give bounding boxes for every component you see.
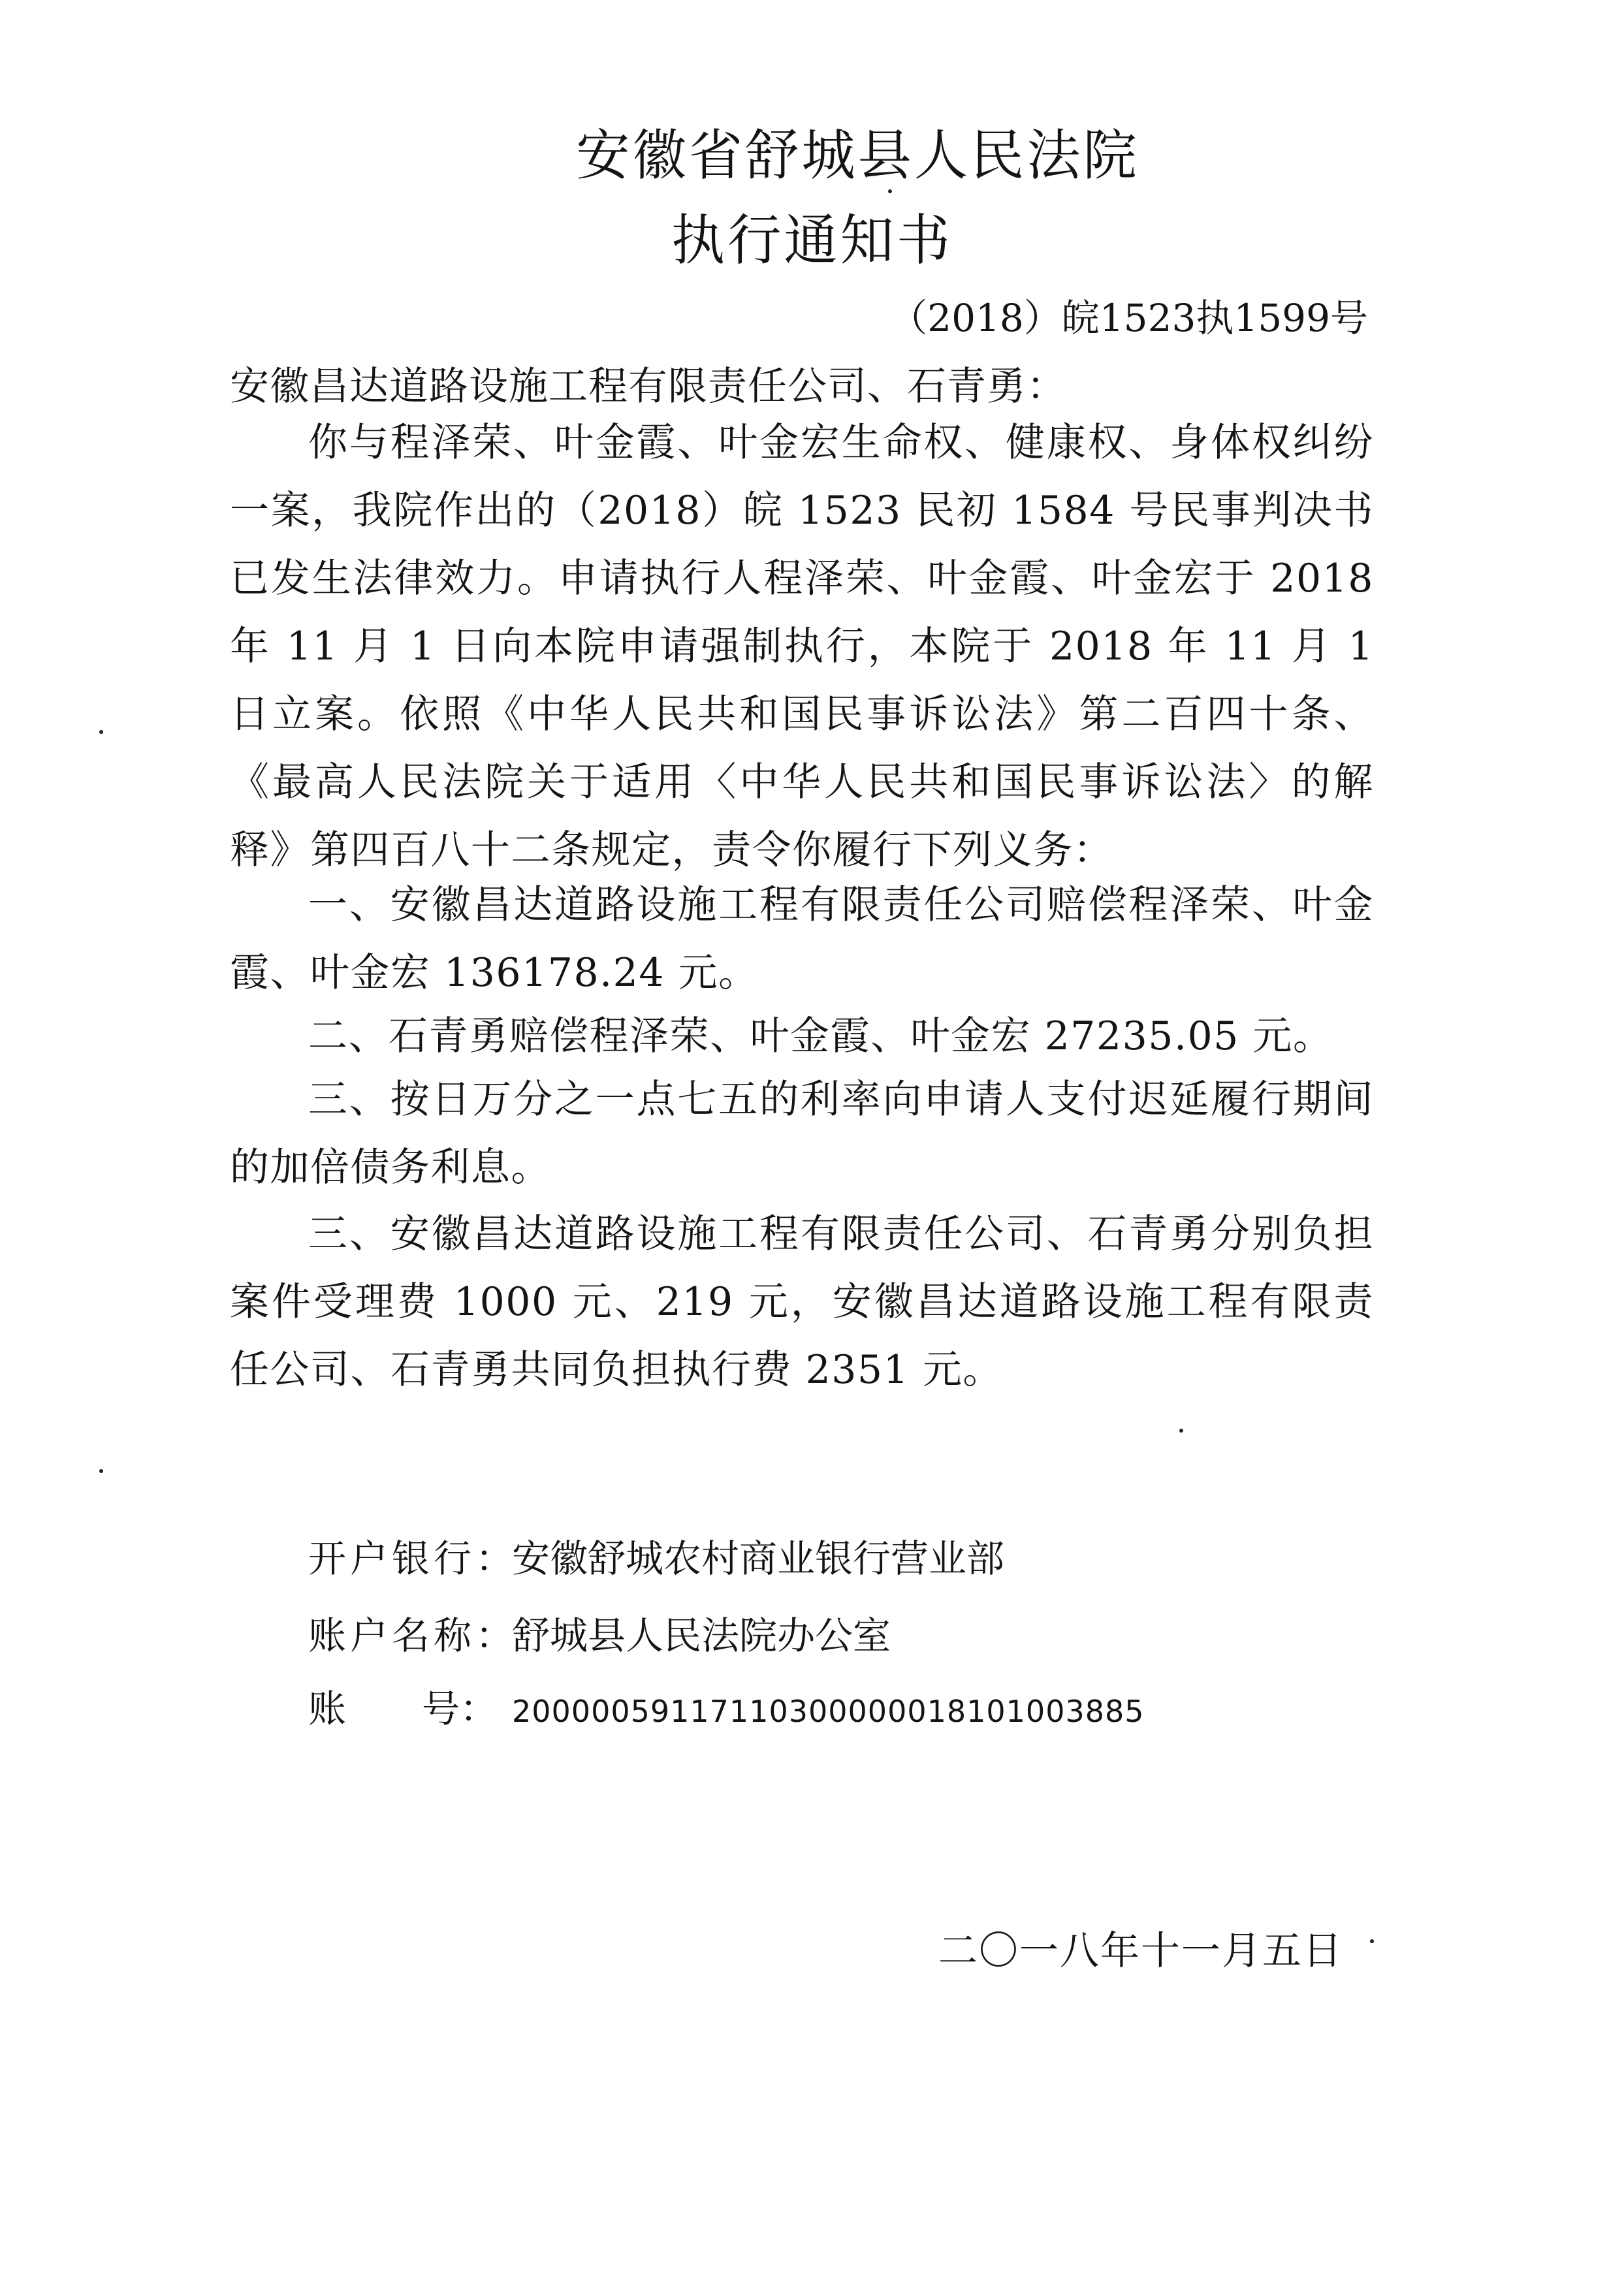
- account-number-row: [308, 1687, 1145, 1731]
- scan-speck: [99, 730, 103, 734]
- court-name-heading: 安徽省舒城县人民法院: [576, 123, 1139, 187]
- main-paragraph: 你与程泽荣、叶金霞、叶金宏生命权、健康权、身体权纠纷一案，我院作出的（2018）皖 1523 民初 1584 号民事判决书已发生法律效力。申请执行人程泽荣、叶金霞、叶金宏于 2018 年 11 月 1 日向本院申请强制执行，本院于 2018 年 11 月 1 日立案。依照《中华人民共和国民事诉讼法》第二百四十条、《最高人民法院关于适用〈中华人民共和国民事诉讼法〉的解释》第四百八十二条规定，责令你履行下列义务：: [230, 420, 1374, 873]
- bank-label: 开户银行：: [308, 1536, 518, 1581]
- obligation-item-4: 三、安徽昌达道路设施工程有限责任公司、石青勇分别负担案件受理费 1000 元、219 元，安徽昌达道路设施工程有限责任公司、石青勇共同负担执行费 2351 元。: [230, 1211, 1374, 1393]
- account-number-label: 账 号：: [308, 1687, 498, 1731]
- account-name-row: [308, 1613, 891, 1658]
- scan-speck: [1179, 1429, 1183, 1433]
- obligation-item-3: 三、按日万分之一点七五的利率向申请人支付迟延履行期间的加倍债务利息。: [230, 1077, 1374, 1190]
- addressee: 安徽昌达道路设施工程有限责任公司、石青勇：: [230, 364, 1066, 409]
- account-name-label: 账户名称：: [308, 1613, 518, 1658]
- scan-speck: [888, 189, 892, 193]
- case-number: （2018）皖1523执1599号: [889, 296, 1368, 340]
- bank-row: [308, 1536, 1005, 1581]
- obligation-item-2: 二、石青勇赔偿程泽荣、叶金霞、叶金宏 27235.05 元。: [308, 1013, 1333, 1059]
- account-name-value: 舒城县人民法院办公室: [512, 1613, 891, 1658]
- scan-speck: [99, 1469, 103, 1473]
- issue-date: 二〇一八年十一月五日: [938, 1928, 1343, 1974]
- bank-value: 安徽舒城农村商业银行营业部: [512, 1536, 1005, 1581]
- scan-speck: [1370, 1939, 1374, 1943]
- document-title: 执行通知书: [671, 208, 953, 272]
- account-number-value: 20000059117110300000018101003885: [512, 1694, 1145, 1729]
- obligation-item-1: 一、安徽昌达道路设施工程有限责任公司赔偿程泽荣、叶金霞、叶金宏 136178.24 元。: [230, 882, 1374, 996]
